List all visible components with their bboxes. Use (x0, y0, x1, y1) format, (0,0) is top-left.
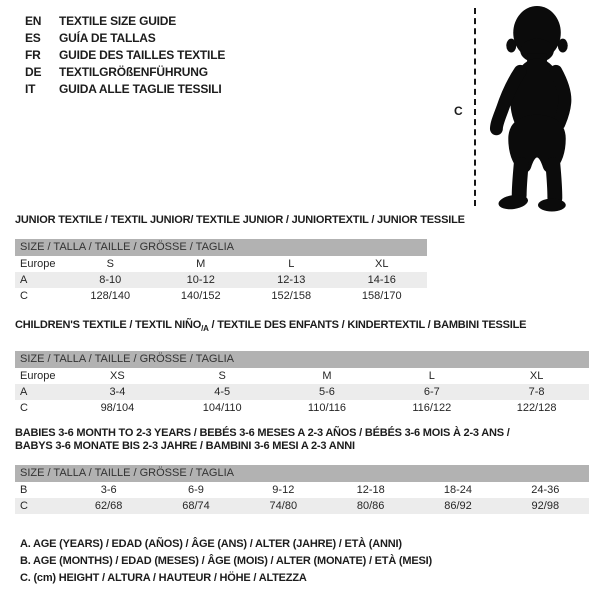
size-value-cell: 74/80 (240, 498, 327, 514)
table-row (15, 482, 589, 498)
row-label: C (20, 290, 28, 302)
size-value-cell: 98/104 (100, 402, 135, 415)
size-figure (440, 0, 600, 215)
size-value-cell: 4-5 (170, 384, 275, 400)
language-row (25, 30, 225, 47)
row-label: Europe (20, 370, 56, 383)
size-value-cell: S (218, 370, 226, 383)
table-row (15, 256, 427, 272)
table-row (15, 400, 589, 416)
size-value-cell: 80/86 (327, 498, 414, 514)
language-row (25, 47, 225, 64)
section-title-subscript: /A (201, 324, 209, 334)
size-value-cell: L (288, 258, 295, 270)
size-value-cell: 7-8 (484, 384, 589, 400)
size-value-cell: 12-13 (246, 272, 337, 288)
language-code: EN (25, 14, 42, 28)
row-label: A (15, 384, 65, 400)
section-title (15, 427, 589, 453)
size-value-cell: 9-12 (272, 484, 295, 496)
row-label: C (20, 402, 28, 415)
size-value-cell: 12-18 (356, 484, 385, 496)
size-value-cell: 122/128 (516, 402, 557, 415)
section-title (15, 214, 465, 227)
language-code: FR (25, 48, 41, 62)
size-value-cell: 24-36 (531, 484, 560, 496)
size-value-cell: XL (529, 370, 544, 383)
language-code: DE (25, 65, 42, 79)
row-label: C (15, 498, 65, 514)
footnote-line: B. AGE (MONTHS) / EDAD (MESES) / ÂGE (MOIS) / ALTER (MONATE) / ETÀ (MESI) (20, 555, 432, 567)
height-dashed-line (474, 8, 476, 206)
section-title (15, 319, 589, 335)
footnotes (20, 536, 432, 587)
size-value-cell: 5-6 (275, 384, 380, 400)
size-value-cell: 140/152 (180, 290, 221, 302)
size-table (15, 368, 589, 416)
size-value-cell: M (322, 370, 332, 383)
size-value-cell: 86/92 (414, 498, 501, 514)
size-table (15, 482, 589, 514)
footnote-line: C. (cm) HEIGHT / ALTURA / HAUTEUR / HÖHE / ALTEZZA (20, 572, 307, 584)
size-value-cell: 92/98 (502, 498, 589, 514)
language-title: GUIDA ALLE TAGLIE TESSILI (59, 82, 222, 96)
language-title: TEXTILE SIZE GUIDE (59, 14, 177, 28)
size-value-cell: 3-6 (100, 484, 117, 496)
size-header-bar: SIZE / TALLA / TAILLE / GRÖSSE / TAGLIA (15, 351, 589, 368)
size-value-cell: 14-16 (337, 272, 428, 288)
language-title: GUIDE DES TAILLES TEXTILE (59, 48, 226, 62)
size-value-cell: 6-9 (188, 484, 204, 496)
language-code: IT (25, 82, 36, 96)
size-value-cell: 104/110 (202, 402, 242, 415)
size-value-cell: 3-4 (65, 384, 170, 400)
size-value-cell: S (106, 258, 114, 270)
size-section-2 (15, 427, 589, 514)
section-title-text: BABIES 3-6 MONTH TO 2-3 YEARS / BEBÉS 3-6 MESES A 2-3 AÑOS / BÉBÉS 3-6 MOIS À 2-3 ANS / (15, 427, 510, 439)
language-row (25, 81, 225, 98)
size-value-cell: M (196, 258, 206, 270)
table-row (15, 498, 589, 514)
table-row (15, 272, 427, 288)
size-header-bar: SIZE / TALLA / TAILLE / GRÖSSE / TAGLIA (15, 239, 427, 256)
size-value-cell: 68/74 (152, 498, 239, 514)
table-row (15, 384, 589, 400)
size-value-cell: XL (375, 258, 389, 270)
row-label: A (15, 272, 65, 288)
size-table (15, 256, 427, 304)
language-code: ES (25, 31, 41, 45)
language-title: GUÍA DE TALLAS (59, 31, 156, 45)
size-value-cell: XS (110, 370, 125, 383)
language-title: TEXTILGRÖßENFÜHRUNG (59, 65, 208, 79)
size-section-1 (15, 319, 589, 416)
row-label: Europe (20, 258, 56, 270)
size-value-cell: 128/140 (90, 290, 131, 302)
size-value-cell: 152/158 (271, 290, 312, 302)
section-title-text: JUNIOR TEXTILE / TEXTIL JUNIOR/ TEXTILE JUNIOR / JUNIORTEXTIL / JUNIOR TESSILE (15, 214, 465, 226)
section-title-line2: BABYS 3-6 MONATE BIS 2-3 JAHRE / BAMBINI 3-6 MESI A 2-3 ANNI (15, 440, 355, 452)
row-label: B (20, 484, 28, 496)
size-value-cell: L (428, 370, 435, 383)
size-value-cell: 62/68 (65, 498, 152, 514)
size-value-cell: 18-24 (443, 484, 473, 496)
size-section-0 (15, 214, 465, 304)
section-title-text: / TEXTILE DES ENFANTS / KINDERTEXTIL / BAMBINI TESSILE (208, 319, 527, 331)
table-row (15, 288, 427, 304)
footnote-line: A. AGE (YEARS) / EDAD (AÑOS) / ÂGE (ANS) / ALTER (JAHRE) / ETÀ (ANNI) (20, 538, 402, 550)
size-value-cell: 6-7 (379, 384, 484, 400)
section-title-text: CHILDREN'S TEXTILE / TEXTIL NIÑO (15, 319, 202, 331)
size-header-bar: SIZE / TALLA / TAILLE / GRÖSSE / TAGLIA (15, 465, 589, 482)
size-value-cell: 10-12 (156, 272, 247, 288)
size-value-cell: 116/122 (412, 402, 452, 415)
height-label-c: C (454, 104, 463, 118)
size-value-cell: 158/170 (361, 290, 402, 302)
baby-silhouette-icon (482, 4, 597, 212)
language-row (25, 64, 225, 81)
size-value-cell: 110/116 (307, 402, 347, 415)
language-title-block (25, 13, 225, 98)
language-row (25, 13, 225, 30)
table-row (15, 368, 589, 384)
size-value-cell: 8-10 (65, 272, 156, 288)
